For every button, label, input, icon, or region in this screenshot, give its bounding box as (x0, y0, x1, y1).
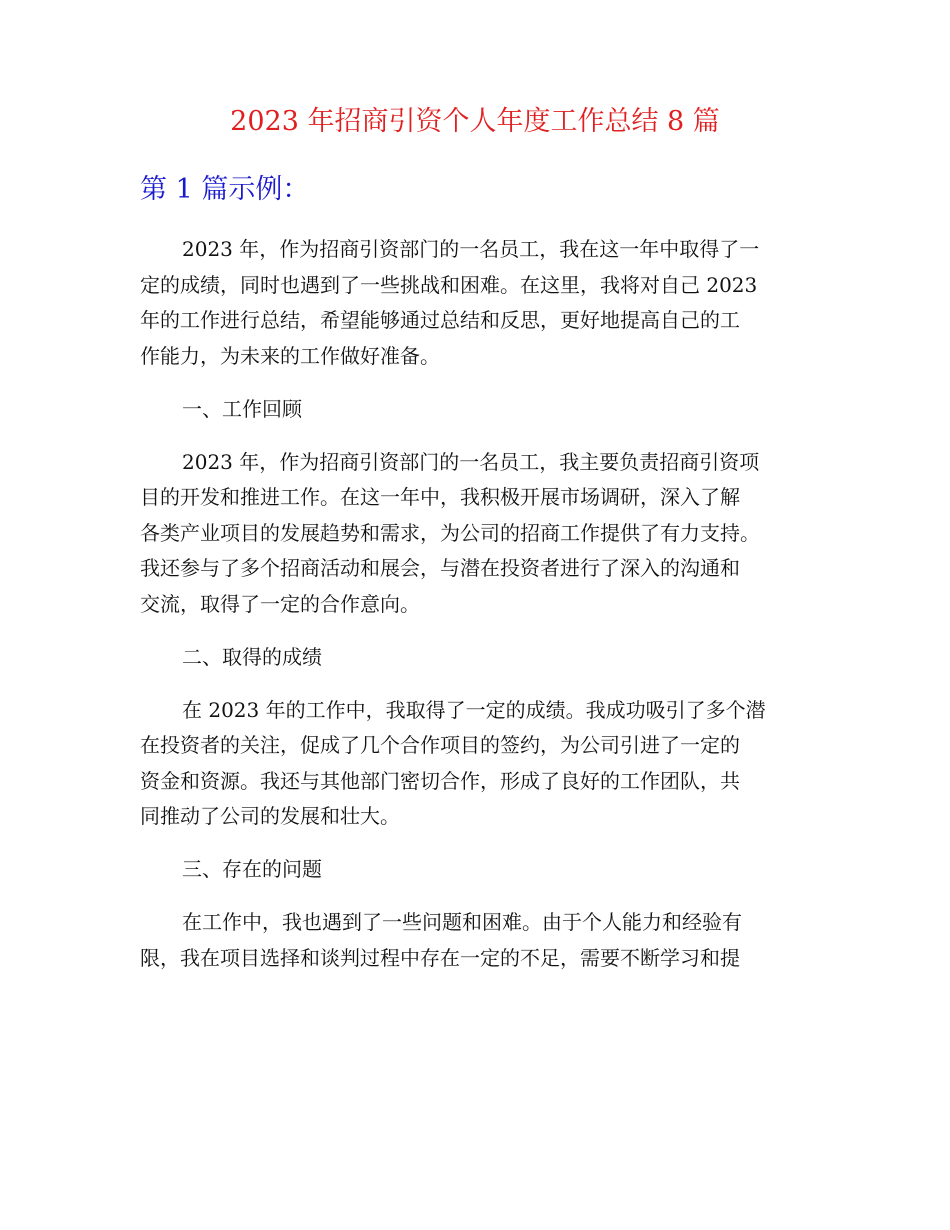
paragraph-line: 作能力，为未来的工作做好准备。 (140, 343, 440, 368)
paragraph-line: 在投资者的关注，促成了几个合作项目的签约，为公司引进了一定的 (140, 733, 740, 757)
subheading-paragraph (140, 392, 840, 428)
paragraph-line: 同推动了公司的发展和壮大。 (140, 804, 400, 828)
body-paragraph (140, 693, 840, 835)
paragraph-line: 资金和资源。我还与其他部门密切合作，形成了良好的工作团队，共 (140, 768, 740, 793)
body-paragraph (140, 905, 840, 976)
document-body (140, 232, 840, 976)
paragraph-line: 目的开发和推进工作。在这一年中，我积极开展市场调研，深入了解 (140, 485, 740, 509)
paragraph-gap (140, 374, 840, 392)
body-paragraph (140, 445, 840, 623)
paragraph-line: 我还参与了多个招商活动和展会，与潜在投资者进行了深入的沟通和 (140, 556, 740, 580)
subheading-text: 二、取得的成绩 (182, 644, 322, 669)
paragraph-gap (140, 675, 840, 693)
paragraph-gap (140, 835, 840, 853)
paragraph-line: 定的成绩，同时也遇到了一些挑战和困难。在这里，我将对自己 2023 (140, 272, 758, 297)
paragraph-gap (140, 888, 840, 906)
subheading-paragraph (140, 640, 840, 676)
paragraph-line: 2023 年，作为招商引资部门的一名员工，我主要负责招商引资项 (182, 449, 760, 474)
paragraph-gap (140, 427, 840, 445)
paragraph-line: 2023 年，作为招商引资部门的一名员工，我在这一年中取得了一 (182, 237, 760, 261)
paragraph-gap (140, 622, 840, 640)
subheading-text: 三、存在的问题 (182, 857, 322, 881)
section-heading: 第 1 篇示例： (140, 174, 310, 205)
paragraph-line: 在工作中，我也遇到了一些问题和困难。由于个人能力和经验有 (182, 910, 742, 934)
document-title: 2023 年招商引资个人年度工作总结 8 篇 (230, 106, 720, 137)
paragraph-line: 交流，取得了一定的合作意向。 (140, 591, 420, 616)
subheading-text: 一、工作回顾 (182, 396, 302, 421)
body-paragraph (140, 232, 840, 374)
subheading-paragraph (140, 852, 840, 888)
paragraph-line: 限，我在项目选择和谈判过程中存在一定的不足，需要不断学习和提 (140, 945, 740, 970)
paragraph-line: 各类产业项目的发展趋势和需求，为公司的招商工作提供了有力支持。 (140, 520, 760, 545)
paragraph-line: 年的工作进行总结，希望能够通过总结和反思，更好地提高自己的工 (140, 308, 740, 332)
paragraph-line: 在 2023 年的工作中，我取得了一定的成绩。我成功吸引了多个潜 (182, 697, 766, 722)
